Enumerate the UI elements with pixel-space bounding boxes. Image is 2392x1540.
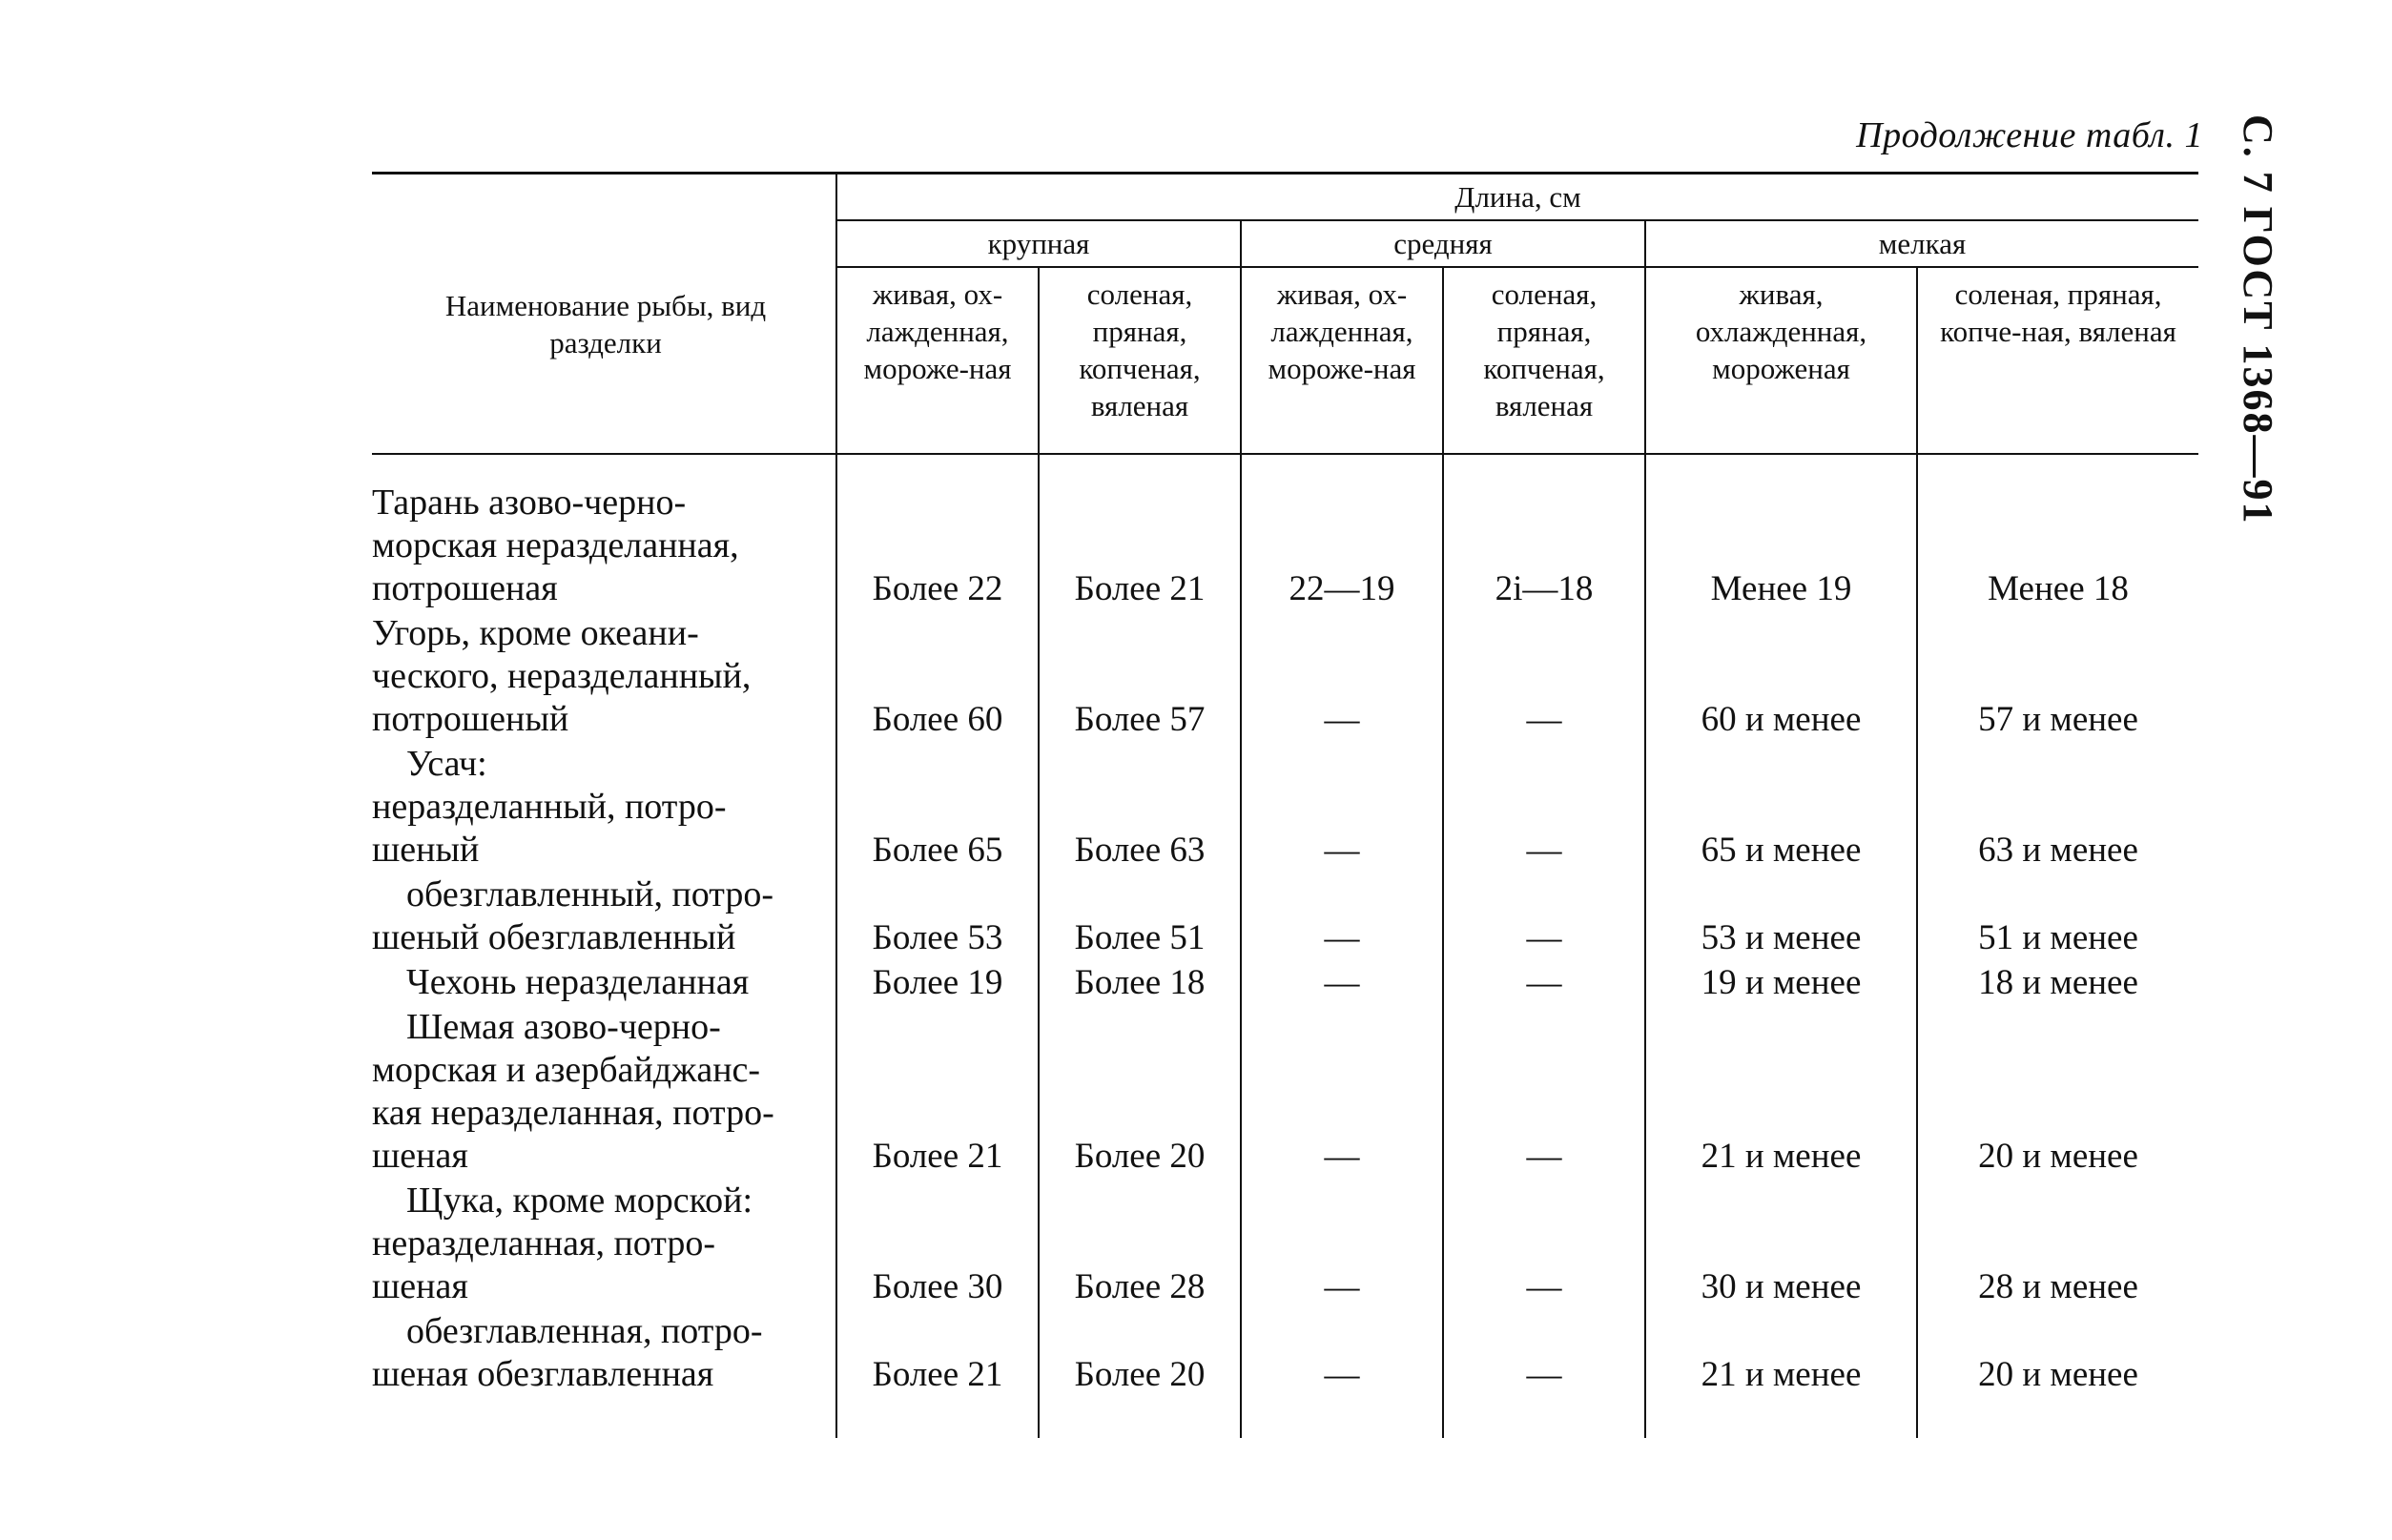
value-cell: — (1443, 1180, 1645, 1310)
value-cell: Более 21 (836, 1006, 1039, 1180)
fish-name-line: Тарань азово-черно- (372, 483, 687, 523)
subheader-large-salted: соленая, пряная, копченая, вяленая (1039, 267, 1241, 454)
value-cell: 57 и менее (1978, 700, 2138, 739)
value-cell: Более 30 (836, 1180, 1039, 1310)
value-cell: 20 и менее (1978, 1137, 2138, 1176)
value-cell: Менее 19 (1645, 454, 1917, 612)
value-cell: — (1241, 612, 1443, 743)
fish-name-cell (372, 743, 836, 873)
fish-name-line: шеный (372, 830, 480, 870)
fish-name-line: обезглавленный, потро- (406, 874, 774, 914)
spacer-cell (836, 1398, 1039, 1438)
fish-name-header: Наименование рыбы, вид разделки (372, 174, 836, 455)
table-row (372, 1310, 2198, 1398)
value-cell: — (1443, 1006, 1645, 1180)
table-row (372, 454, 2198, 612)
group-large-header: крупная (836, 220, 1241, 267)
value-cell: Более 51 (1039, 873, 1241, 961)
value-cell: — (1443, 743, 1645, 873)
value-cell: 21 и менее (1645, 1310, 1917, 1398)
page-standard-label: С. 7 ГОСТ 1368—91 (2235, 114, 2281, 525)
value-cell: Более 22 (836, 454, 1039, 612)
value-cell: Более 20 (1039, 1006, 1241, 1180)
value-cell: 18 и менее (1978, 963, 2138, 1002)
value-cell: Более 18 (1039, 961, 1241, 1006)
fish-name-cell (372, 1180, 836, 1310)
fish-name-line: морская и азербайджанс- (372, 1050, 761, 1090)
value-cell: 28 и менее (1978, 1267, 2138, 1306)
spacer-cell (1645, 1398, 1917, 1438)
value-cell: — (1241, 743, 1443, 873)
length-header: Длина, см (836, 174, 2198, 221)
fish-name-line: шеная (372, 1136, 468, 1176)
subheader-small-salted: соленая, пряная, копче-ная, вяленая (1917, 267, 2198, 454)
value-cell: Более 21 (1039, 454, 1241, 612)
fish-name-line: неразделанная, потро- (372, 1223, 715, 1263)
spacer-cell (1443, 1398, 1645, 1438)
fish-name-cell (372, 1006, 836, 1180)
fish-name-line: Щука, кроме морской: (406, 1181, 753, 1221)
fish-name-cell (372, 454, 836, 612)
fish-name-line: Чехонь неразделанная (406, 962, 750, 1002)
value-cell: Менее 18 (1988, 569, 2129, 608)
value-cell: — (1443, 1310, 1645, 1398)
spacer-cell (372, 1398, 836, 1438)
value-cell: Более 21 (836, 1310, 1039, 1398)
value-cell: — (1241, 1310, 1443, 1398)
value-cell: — (1443, 612, 1645, 743)
fish-name-line: обезглавленная, потро- (406, 1311, 763, 1351)
table-row (372, 743, 2198, 873)
fish-name-cell (372, 873, 836, 961)
value-cell: — (1241, 873, 1443, 961)
fish-name-line: потрошеный (372, 699, 569, 739)
fish-name-line: морская неразделанная, (372, 525, 739, 565)
value-cell: — (1241, 1006, 1443, 1180)
fish-name-line: шеный обезглавленный (372, 917, 736, 957)
fish-length-table (372, 172, 2198, 1438)
subheader-large-fresh: живая, ох-лажденная, мороже-ная (836, 267, 1039, 454)
subheader-medium-fresh: живая, ох-лажденная, мороже-ная (1241, 267, 1443, 454)
subheader-small-fresh: живая, охлажденная, мороженая (1645, 267, 1917, 454)
fish-name-line: Угорь, кроме океани- (372, 613, 699, 653)
value-cell: Более 28 (1039, 1180, 1241, 1310)
value-cell: Более 20 (1039, 1310, 1241, 1398)
value-cell: 65 и менее (1645, 743, 1917, 873)
value-cell: Более 65 (836, 743, 1039, 873)
value-cell: — (1443, 873, 1645, 961)
fish-name-line: шеная (372, 1266, 468, 1306)
value-cell: 19 и менее (1645, 961, 1917, 1006)
fish-name-cell (372, 612, 836, 743)
fish-name-line: потрошеная (372, 568, 558, 608)
table-row (372, 1006, 2198, 1180)
value-cell: — (1241, 1180, 1443, 1310)
value-cell: — (1443, 961, 1645, 1006)
value-cell: — (1241, 961, 1443, 1006)
table-spacer-row (372, 1398, 2198, 1438)
table-row (372, 1180, 2198, 1310)
continuation-label: Продолжение табл. 1 (1856, 115, 2203, 155)
fish-name-line: Шемая азово-черно- (406, 1007, 721, 1047)
value-cell: Более 63 (1039, 743, 1241, 873)
fish-name-line: Усач: (406, 744, 487, 784)
value-cell: 22—19 (1241, 454, 1443, 612)
table-row (372, 961, 2198, 1006)
fish-name-line: ческого, неразделанный, (372, 656, 752, 696)
fish-name-line: неразделанный, потро- (372, 787, 727, 827)
value-cell: Более 60 (836, 612, 1039, 743)
value-cell: 63 и менее (1978, 831, 2138, 870)
subheader-medium-salted: соленая, пряная, копченая, вяленая (1443, 267, 1645, 454)
value-cell: Более 53 (836, 873, 1039, 961)
spacer-cell (1039, 1398, 1241, 1438)
spacer-cell (1241, 1398, 1443, 1438)
value-cell: 53 и менее (1645, 873, 1917, 961)
fish-name-cell (372, 1310, 836, 1398)
fish-name-line: кая неразделанная, потро- (372, 1093, 774, 1133)
table-row (372, 873, 2198, 961)
value-cell: 2і—18 (1443, 454, 1645, 612)
spacer-cell (1917, 1398, 2198, 1438)
value-cell: 60 и менее (1645, 612, 1917, 743)
table-row (372, 612, 2198, 743)
value-cell: 21 и менее (1645, 1006, 1917, 1180)
value-cell: Более 57 (1039, 612, 1241, 743)
value-cell: 30 и менее (1645, 1180, 1917, 1310)
fish-name-cell (372, 961, 836, 1006)
value-cell: Более 19 (836, 961, 1039, 1006)
group-medium-header: средняя (1241, 220, 1645, 267)
fish-name-line: шеная обезглавленная (372, 1354, 714, 1394)
value-cell: 51 и менее (1978, 918, 2138, 957)
value-cell: 20 и менее (1978, 1355, 2138, 1394)
group-small-header: мелкая (1645, 220, 2198, 267)
